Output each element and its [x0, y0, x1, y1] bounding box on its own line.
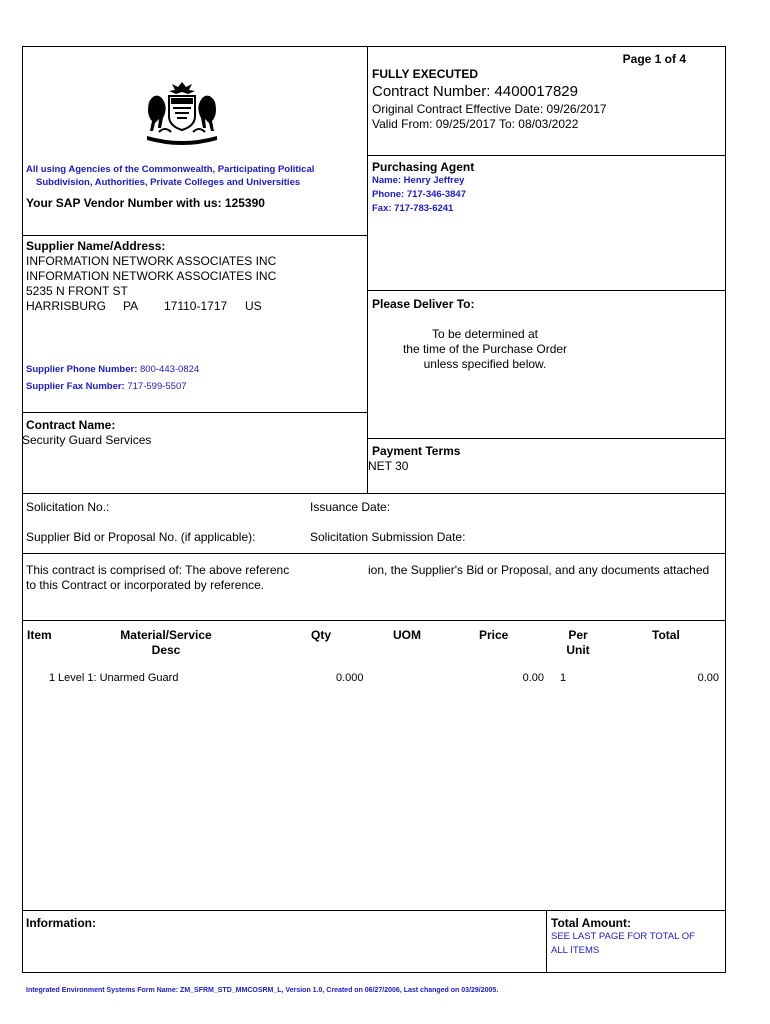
row-qty: 0.000: [336, 672, 364, 684]
deliver-line-1: To be determined at: [431, 327, 539, 341]
page-number: Page 1 of 4: [622, 52, 686, 66]
form-info: Integrated Environment Systems Form Name: ZM_SFRM_STD_MMCOSRM_L, Version 1.0, Created on 06/27/2006, Last changed on 03/29/2005.: [26, 987, 499, 994]
full-h-line-3: [22, 620, 726, 621]
row-description: Level 1: Unarmed Guard: [58, 672, 179, 684]
valid-dates: Valid From: 09/25/2017 To: 08/03/2022: [372, 117, 579, 131]
agencies-line-2: Subdivision, Authorities, Private Colleges and Universities: [36, 177, 301, 188]
outer-right-border: [725, 46, 726, 973]
outer-left-border: [22, 46, 23, 973]
col-header-material-1: Material/Service: [120, 628, 212, 642]
row-price: 0.00: [522, 672, 544, 684]
deliver-line-3: unless specified below.: [423, 357, 547, 371]
supplier-fax: [26, 380, 187, 394]
full-h-line-1: [22, 493, 726, 494]
right-column-divider: [367, 46, 368, 494]
vendor-number: Your SAP Vendor Number with us: 125390: [26, 196, 265, 210]
deliver-to-title: Please Deliver To:: [372, 297, 475, 311]
col-header-material-2: Desc: [151, 643, 181, 657]
commonwealth-seal: [143, 80, 221, 148]
supplier-country: US: [245, 299, 262, 313]
col-header-item: Item: [27, 628, 52, 642]
supplier-line-1: INFORMATION NETWORK ASSOCIATES INC: [26, 254, 277, 268]
supplier-line-3: 5235 N FRONT ST: [26, 284, 128, 298]
issuance-date-label: Issuance Date:: [310, 500, 391, 514]
comprised-line-1b: ion, the Supplier's Bid or Proposal, and any documents attached: [368, 563, 710, 577]
supplier-fax-value: 717-599-5507: [127, 381, 187, 392]
information-label: Information:: [26, 916, 96, 930]
supplier-phone-label: Supplier Phone Number:: [26, 364, 138, 375]
total-amount-label: Total Amount:: [551, 916, 631, 930]
col-header-qty: Qty: [311, 628, 332, 642]
contract-name-value: Security Guard Services: [22, 433, 152, 447]
row-item-number: 1: [49, 672, 56, 684]
supplier-line-2: INFORMATION NETWORK ASSOCIATES INC: [26, 269, 277, 283]
right-h-line-2: [367, 290, 726, 291]
col-header-price: Price: [479, 628, 509, 642]
supplier-state: PA: [123, 299, 139, 313]
left-h-line-2: [22, 412, 368, 413]
solicitation-number-label: Solicitation No.:: [26, 500, 110, 514]
bid-proposal-label: Supplier Bid or Proposal No. (if applicable):: [26, 530, 256, 544]
total-amount-divider: [546, 910, 547, 973]
supplier-title: Supplier Name/Address:: [26, 239, 166, 253]
agent-name: Name: Henry Jeffrey: [372, 175, 465, 186]
col-header-total: Total: [652, 628, 680, 642]
agencies-line-1: All using Agencies of the Commonwealth, Participating Political: [26, 164, 315, 175]
supplier-phone-value: 800-443-0824: [140, 364, 200, 375]
col-header-per-1: Per: [568, 628, 588, 642]
outer-top-border: [22, 46, 726, 47]
total-note-line-1: SEE LAST PAGE FOR TOTAL OF: [551, 931, 695, 942]
right-h-line-1: [367, 155, 726, 156]
col-header-per-2: Unit: [566, 643, 590, 657]
comprised-line-2: to this Contract or incorporated by reference.: [26, 578, 265, 592]
original-effective-date: Original Contract Effective Date: 09/26/2017: [372, 102, 607, 116]
row-per-unit: 1: [560, 672, 567, 684]
row-total: 0.00: [697, 672, 719, 684]
comprised-line-1a: This contract is comprised of: The above referenc: [26, 563, 290, 577]
total-note-line-2: ALL ITEMS: [551, 945, 600, 956]
contract-name-title: Contract Name:: [26, 418, 116, 432]
deliver-line-2: the time of the Purchase Order: [402, 342, 568, 356]
full-h-line-2: [22, 553, 726, 554]
supplier-city: HARRISBURG: [26, 299, 107, 313]
outer-bottom-border: [22, 972, 726, 973]
left-h-line-1: [22, 235, 368, 236]
supplier-zip: 17110-1717: [164, 299, 228, 313]
payment-terms-value: NET 30: [368, 459, 409, 473]
agent-fax: Fax: 717-783-6241: [372, 203, 454, 214]
supplier-fax-label: Supplier Fax Number:: [26, 381, 125, 392]
purchasing-agent-title: Purchasing Agent: [372, 160, 475, 174]
full-h-line-4: [22, 910, 726, 911]
supplier-phone: [26, 363, 199, 377]
payment-terms-title: Payment Terms: [372, 444, 461, 458]
contract-number: Contract Number: 4400017829: [372, 83, 578, 100]
col-header-uom: UOM: [393, 628, 421, 642]
right-h-line-3: [367, 438, 726, 439]
submission-date-label: Solicitation Submission Date:: [310, 530, 466, 544]
contract-status: FULLY EXECUTED: [372, 67, 479, 81]
agent-phone: Phone: 717-346-3847: [372, 189, 466, 200]
